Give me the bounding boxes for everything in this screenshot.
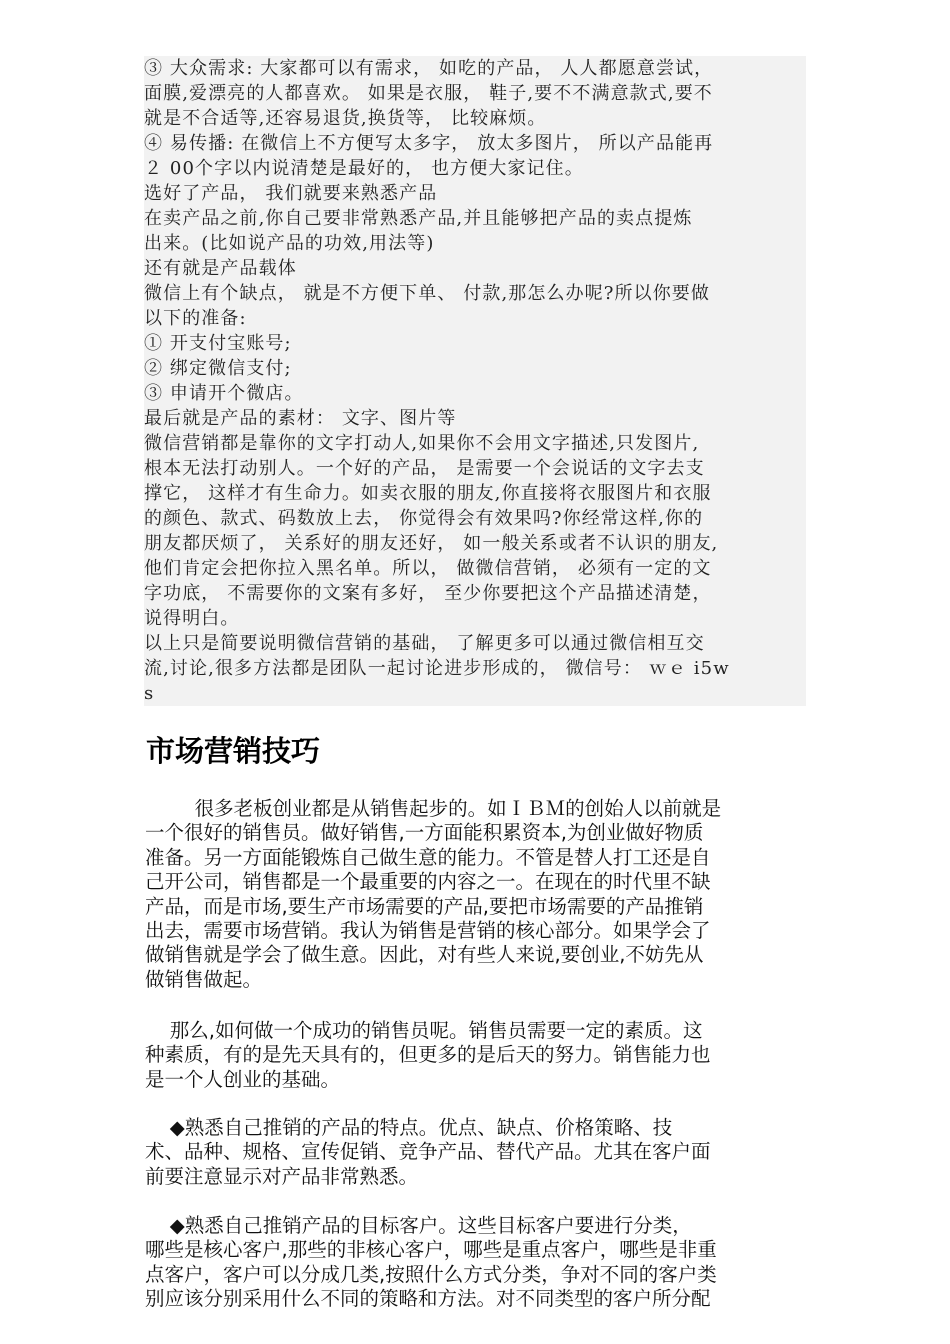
text-line: 流,讨论,很多方法都是团队一起讨论进步形成的， 微信号： ｗｅ i5w (144, 658, 730, 679)
text-line: 面膜,爱漂亮的人都喜欢。 如果是衣服， 鞋子,要不不满意款式,要不 (144, 83, 713, 104)
section-title: 市场营销技巧 (146, 734, 321, 768)
text-line: 以上只是简要说明微信营销的基础， 了解更多可以通过微信相互交 (144, 633, 705, 654)
text-line: 说得明白。 (144, 608, 240, 629)
text-line: 根本无法打动别人。一个好的产品， 是需要一个会说话的文字去支 (144, 458, 705, 479)
text-line: s (144, 683, 155, 704)
text-line: 产品，而是市场,要生产市场需要的产品,要把市场需要的产品推销 (145, 894, 704, 918)
text-line: 那么,如何做一个成功的销售员呢。销售员需要一定的素质。这 (145, 1019, 703, 1042)
text-line: 字功底， 不需要你的文案有多好， 至少你要把这个产品描述清楚， (144, 583, 712, 604)
text-line: 种素质，有的是先天具有的，但更多的是后天的努力。销售能力也 (145, 1043, 711, 1067)
paragraph (145, 1019, 815, 1092)
text-line: ③ 申请开个微店。 (144, 383, 304, 404)
text-line: 别应该分别采用什么不同的策略和方法。对不同类型的客户所分配 (145, 1287, 711, 1311)
text-line: ◆熟悉自己推销的产品的特点。优点、缺点、价格策略、技 (145, 1116, 673, 1139)
shaded-text-block (144, 56, 806, 706)
text-line: 出来。(比如说产品的功效,用法等) (144, 233, 435, 254)
text-line: 以下的准备: (144, 308, 247, 329)
text-line: 做销售做起。 (145, 967, 263, 991)
paragraph (145, 1116, 815, 1189)
text-line: 哪些是核心客户,那些的非核心客户，哪些是重点客户，哪些是非重 (145, 1238, 717, 1262)
paragraph (145, 797, 815, 992)
text-line: 很多老板创业都是从销售起步的。如ＩＢＭ的创始人以前就是 (145, 797, 722, 820)
text-line: 术、品种、规格、宣传促销、竞争产品、替代产品。尤其在客户面 (145, 1140, 711, 1164)
text-line: 微信上有个缺点， 就是不方便下单、 付款,那怎么办呢?所以你要做 (144, 283, 711, 304)
text-line: 就是不合适等,还容易退货,换货等， 比较麻烦。 (144, 108, 547, 129)
text-line: 准备。另一方面能锻炼自己做生意的能力。不管是替人打工还是自 (145, 845, 711, 869)
text-line: 做销售就是学会了做生意。因此，对有些人来说,要创业,不妨先从 (145, 943, 704, 967)
text-line: 是一个人创业的基础。 (145, 1067, 341, 1091)
text-line: 己开公司，销售都是一个最重要的内容之一。在现在的时代里不缺 (145, 870, 711, 894)
text-line: 前要注意显示对产品非常熟悉。 (145, 1164, 419, 1188)
text-line: ◆熟悉自己推销产品的目标客户。这些目标客户要进行分类， (145, 1214, 692, 1237)
text-line: 微信营销都是靠你的文字打动人,如果你不会用文字描述,只发图片, (144, 433, 700, 454)
text-line: ③ 大众需求: 大家都可以有需求， 如吃的产品， 人人都愿意尝试， (144, 58, 714, 79)
text-line: 最后就是产品的素材： 文字、图片等 (144, 408, 457, 429)
paragraph (145, 1214, 815, 1312)
text-line: 他们肯定会把你拉入黑名单。所以， 做微信营销， 必须有一定的文 (144, 558, 712, 579)
text-line: ① 开支付宝账号; (144, 333, 292, 354)
text-line: 还有就是产品载体 (144, 258, 297, 279)
text-line: 点客户，客户可以分成几类,按照什么方式分类，争对不同的客户类 (145, 1262, 717, 1286)
text-line: 的颜色、款式、码数放上去， 你觉得会有效果吗?你经常这样,你的 (144, 508, 704, 529)
text-line: ２ 00个字以内说清楚是最好的， 也方便大家记住。 (144, 158, 584, 179)
text-line: 朋友都厌烦了， 关系好的朋友还好， 如一般关系或者不认识的朋友, (144, 533, 719, 554)
text-line: 撑它， 这样才有生命力。如卖衣服的朋友,你直接将衣服图片和衣服 (144, 483, 712, 504)
text-line: ② 绑定微信支付; (144, 358, 292, 379)
text-line: 在卖产品之前,你自己要非常熟悉产品,并且能够把产品的卖点提炼 (144, 208, 693, 229)
text-line: 出去，需要市场营销。我认为销售是营销的核心部分。如果学会了 (145, 918, 711, 942)
text-line: 选好了产品， 我们就要来熟悉产品 (144, 183, 438, 204)
text-line: 一个很好的销售员。做好销售,一方面能积累资本,为创业做好物质 (145, 821, 704, 845)
text-line: ④ 易传播: 在微信上不方便写太多字， 放太多图片， 所以产品能再 (144, 133, 714, 154)
